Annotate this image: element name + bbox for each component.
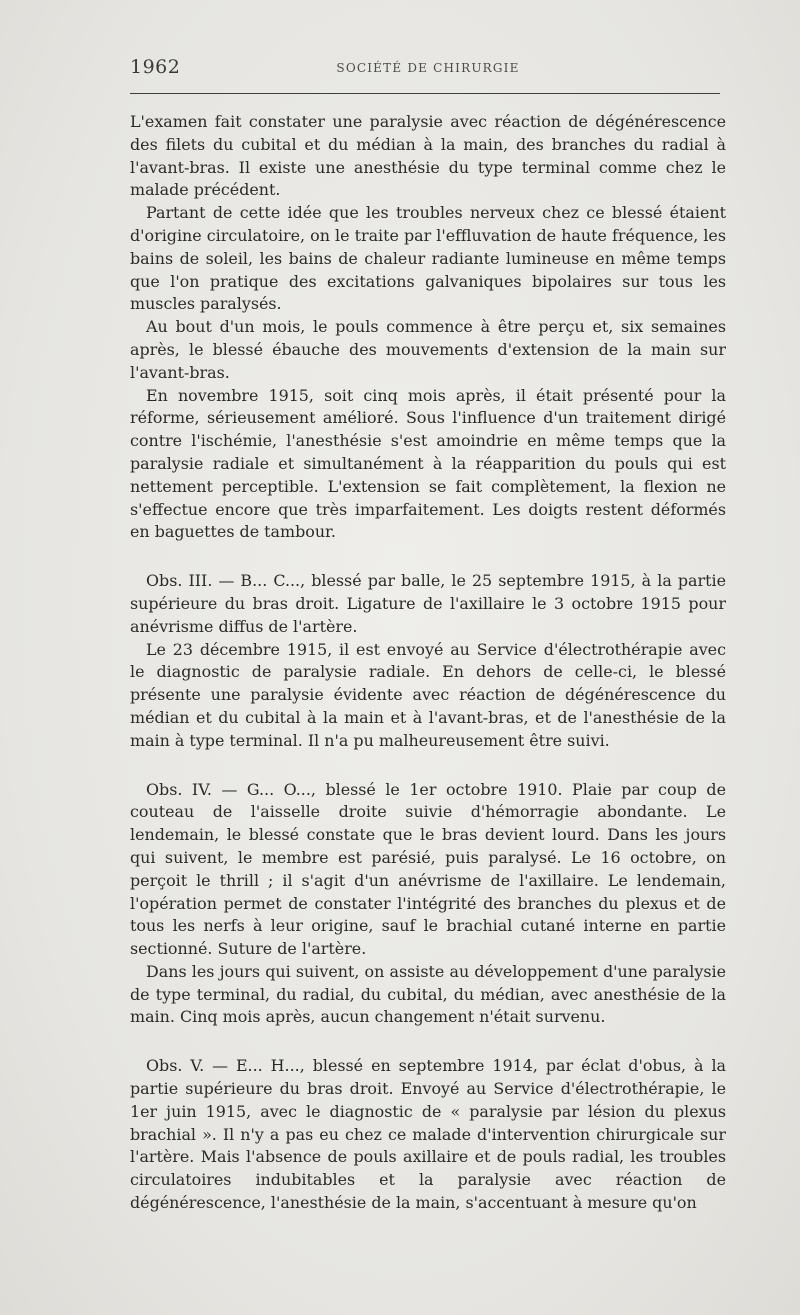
- observation-paragraph: Obs. IV. — G... O..., blessé le 1er octobre 1910. Plaie par coup de couteau de l'aisselle droite suivie d'hémorragie abondante. Le lendemain, le blessé constate que le bras devient lourd. Dans les jours qui suivent, le membre est parésié, puis paralysé. Le 16 octobre, on perçoit le thrill ; il s'agit d'un anévrisme de l'axillaire. Le lendemain, l'opération permet de constater l'intégrité des branches du plexus et de tous les nerfs à leur origine, sauf le brachial cutané interne en partie sectionné. Suture de l'artère.: [130, 779, 726, 959]
- page-header: [130, 56, 726, 80]
- observation-paragraph: Obs. V. — E... H..., blessé en septembre 1914, par éclat d'obus, à la partie supérieure du bras droit. Envoyé au Service d'électrothérapie, le 1er juin 1915, avec le diagnostic de « paralysie par lésion du plexus brachial ». Il n'y a pas eu chez ce malade d'intervention chirurgicale sur l'artère. Mais l'absence de pouls axillaire et de pouls radial, les troubles circulatoires indubitables et la paralysie avec réaction de dégénérescence, l'anesthésie de la main, s'accentuant à mesure qu'on: [130, 1056, 726, 1213]
- observation-paragraph: Obs. III. — B... C..., blessé par balle, le 25 septembre 1915, à la partie supérieure du bras droit. Ligature de l'axillaire le 3 octobre 1915 pour anévrisme diffus de l'artère.: [130, 571, 726, 636]
- page-number: 1962: [130, 56, 181, 78]
- paragraph: Le 23 décembre 1915, il est envoyé au Service d'électrothérapie avec le diagnostic de paralysie radiale. En dehors de celle-ci, le blessé présente une paralysie évidente avec réaction de dégénérescence du médian et du cubital à la main et à l'avant-bras, et de l'anesthésie de la main à type terminal. Il n'a pu malheureusement être suivi.: [130, 639, 726, 750]
- running-head: SOCIÉTÉ DE CHIRURGIE: [336, 61, 520, 75]
- paragraph: En novembre 1915, soit cinq mois après, il était présenté pour la réforme, sérieusement amélioré. Sous l'influence d'un traitement dirigé contre l'ischémie, l'anesthésie s'est amoindrie en même temps que la paralysie radiale et simultanément à la réapparition du pouls qui est nettement perceptible. L'extension se fait complètement, la flexion ne s'effectue encore que très imparfaitement. Les doigts restent déformés en baguettes de tambour.: [130, 385, 726, 542]
- body-text: [130, 111, 726, 1215]
- header-rule: [130, 93, 720, 94]
- paragraph: Partant de cette idée que les troubles nerveux chez ce blessé étaient d'origine circulatoire, on le traite par l'effluvation de haute fréquence, les bains de soleil, les bains de chaleur radiante lumineuse en même temps que l'on pratique des excitations galvaniques bipolaires sur tous les muscles paralysés.: [130, 203, 726, 314]
- paragraph: Au bout d'un mois, le pouls commence à être perçu et, six semaines après, le blessé ébauche des mouvements d'extension de la main sur l'avant-bras.: [130, 317, 726, 382]
- paragraph: L'examen fait constater une paralysie avec réaction de dégénérescence des filets du cubital et du médian à la main, des branches du radial à l'avant-bras. Il existe une anesthésie du type terminal comme chez le malade précédent.: [130, 112, 726, 200]
- paragraph: Dans les jours qui suivent, on assiste au développement d'une paralysie de type terminal, du radial, du cubital, du médian, avec anesthésie de la main. Cinq mois après, aucun changement n'était survenu.: [130, 961, 726, 1027]
